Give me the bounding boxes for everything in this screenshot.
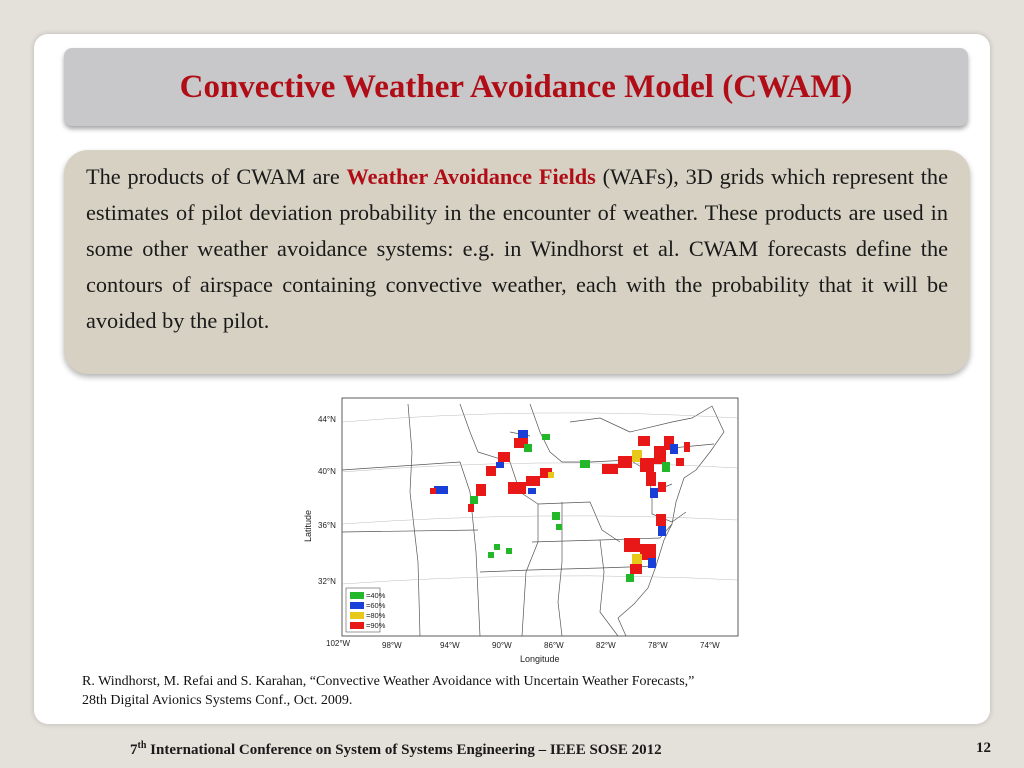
description-paragraph xyxy=(86,159,948,339)
footer xyxy=(0,738,1024,762)
footer-conference-name: International Conference on System of Systems Engineering – IEEE SOSE 2012 xyxy=(146,742,662,758)
conference-footer xyxy=(130,740,662,759)
legend-swatch-90 xyxy=(350,622,364,629)
legend-swatch-40 xyxy=(350,592,364,599)
slide-title: Convective Weather Avoidance Model (CWAM) xyxy=(179,68,853,105)
lon-tick-102: 102°W xyxy=(326,639,351,648)
lat-tick-44: 44°N xyxy=(318,415,336,424)
lon-tick-86: 86°W xyxy=(544,641,564,650)
lat-tick-36: 36°N xyxy=(318,521,336,530)
citation-line-1: R. Windhorst, M. Refai and S. Karahan, “Convective Weather Avoidance with Uncertain Weather Forecasts,” xyxy=(82,674,695,689)
legend-swatch-60 xyxy=(350,602,364,609)
legend-label-90: =90% xyxy=(366,621,386,630)
lon-tick-94: 94°W xyxy=(440,641,460,650)
lat-tick-32: 32°N xyxy=(318,577,336,586)
legend-label-40: =40% xyxy=(366,591,386,600)
legend-label-80: =80% xyxy=(366,611,386,620)
footer-ordinal-suffix: th xyxy=(137,740,147,751)
cwam-map-figure xyxy=(300,392,746,666)
lon-tick-82: 82°W xyxy=(596,641,616,650)
page-number: 12 xyxy=(976,740,991,756)
citation xyxy=(82,672,962,710)
lon-tick-74: 74°W xyxy=(700,641,720,650)
lon-tick-98: 98°W xyxy=(382,641,402,650)
legend-label-60: =60% xyxy=(366,601,386,610)
body-text-start: The products of CWAM are xyxy=(86,164,347,189)
body-text-end: (WAFs), 3D grids which represent the estimates of pilot deviation probability in the encounter of weather. These products are used in some other weather avoidance systems: e.g. in Windhorst et al. CWAM forecasts define the contours of airspace containing convective weather, each with the probability that it will be avoided by the pilot. xyxy=(86,164,948,333)
map-legend xyxy=(346,588,386,632)
y-axis-label: Latitude xyxy=(303,509,313,542)
lat-tick-40: 40°N xyxy=(318,467,336,476)
lon-tick-90: 90°W xyxy=(492,641,512,650)
highlight-weather-avoidance-fields: Weather Avoidance Fields xyxy=(346,164,596,189)
title-bar xyxy=(64,48,968,126)
x-axis-label: Longitude xyxy=(520,654,560,664)
citation-line-2: 28th Digital Avionics Systems Conf., Oct. 2009. xyxy=(82,693,353,708)
lon-tick-78: 78°W xyxy=(648,641,668,650)
map-svg xyxy=(300,392,746,666)
description-box xyxy=(64,150,970,374)
footer-ordinal: 7 xyxy=(130,742,138,758)
legend-swatch-80 xyxy=(350,612,364,619)
